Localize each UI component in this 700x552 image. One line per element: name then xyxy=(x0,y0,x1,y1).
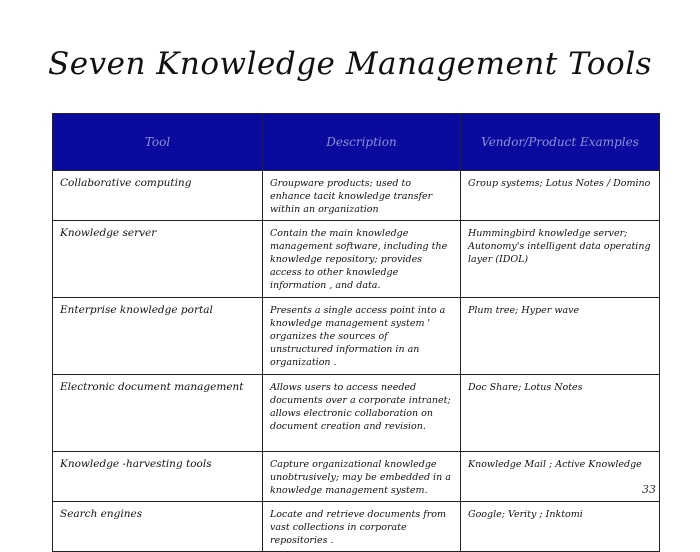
cell-tool: Knowledge -harvesting tools xyxy=(53,452,263,502)
cell-tool: Enterprise knowledge portal xyxy=(53,298,263,375)
cell-description: Contain the main knowledge management software, including the knowledge repository; provides access to other knowledge information , and data. xyxy=(263,221,461,298)
cell-vendor: Plum tree; Hyper wave xyxy=(461,298,660,375)
cell-description: Capture organizational knowledge unobtrusively; may be embedded in a knowledge management system. xyxy=(263,452,461,502)
page-number: 33 xyxy=(642,483,656,496)
cell-tool: Collaborative computing xyxy=(53,171,263,221)
table-row xyxy=(53,375,660,452)
cell-vendor: Knowledge Mail ; Active Knowledge xyxy=(461,452,660,502)
table-row xyxy=(53,298,660,375)
header-description: Description xyxy=(263,114,461,171)
cell-vendor: Hummingbird knowledge server; Autonomy's intelligent data operating layer (IDOL) xyxy=(461,221,660,298)
cell-tool: Electronic document management xyxy=(53,375,263,452)
cell-vendor: Doc Share; Lotus Notes xyxy=(461,375,660,452)
km-tools-table xyxy=(52,113,660,552)
header-vendor: Vendor/Product Examples xyxy=(461,114,660,171)
cell-vendor: Group systems; Lotus Notes / Domino xyxy=(461,171,660,221)
cell-description: Locate and retrieve documents from vast collections in corporate repositories . xyxy=(263,502,461,552)
cell-description: Groupware products; used to enhance tacit knowledge transfer within an organization xyxy=(263,171,461,221)
cell-vendor: Google; Verity ; Inktomi xyxy=(461,502,660,552)
table-row xyxy=(53,502,660,552)
header-tool: Tool xyxy=(53,114,263,171)
table-row xyxy=(53,452,660,502)
table-row xyxy=(53,171,660,221)
page-title: Seven Knowledge Management Tools xyxy=(48,46,653,82)
table-header-row xyxy=(53,114,660,171)
table-row xyxy=(53,221,660,298)
cell-tool: Search engines xyxy=(53,502,263,552)
cell-tool: Knowledge server xyxy=(53,221,263,298)
cell-description: Allows users to access needed documents over a corporate intranet; allows electronic collaboration on document creation and revision. xyxy=(263,375,461,452)
cell-description: Presents a single access point into a knowledge management system ' organizes the sources of unstructured information in an organization . xyxy=(263,298,461,375)
